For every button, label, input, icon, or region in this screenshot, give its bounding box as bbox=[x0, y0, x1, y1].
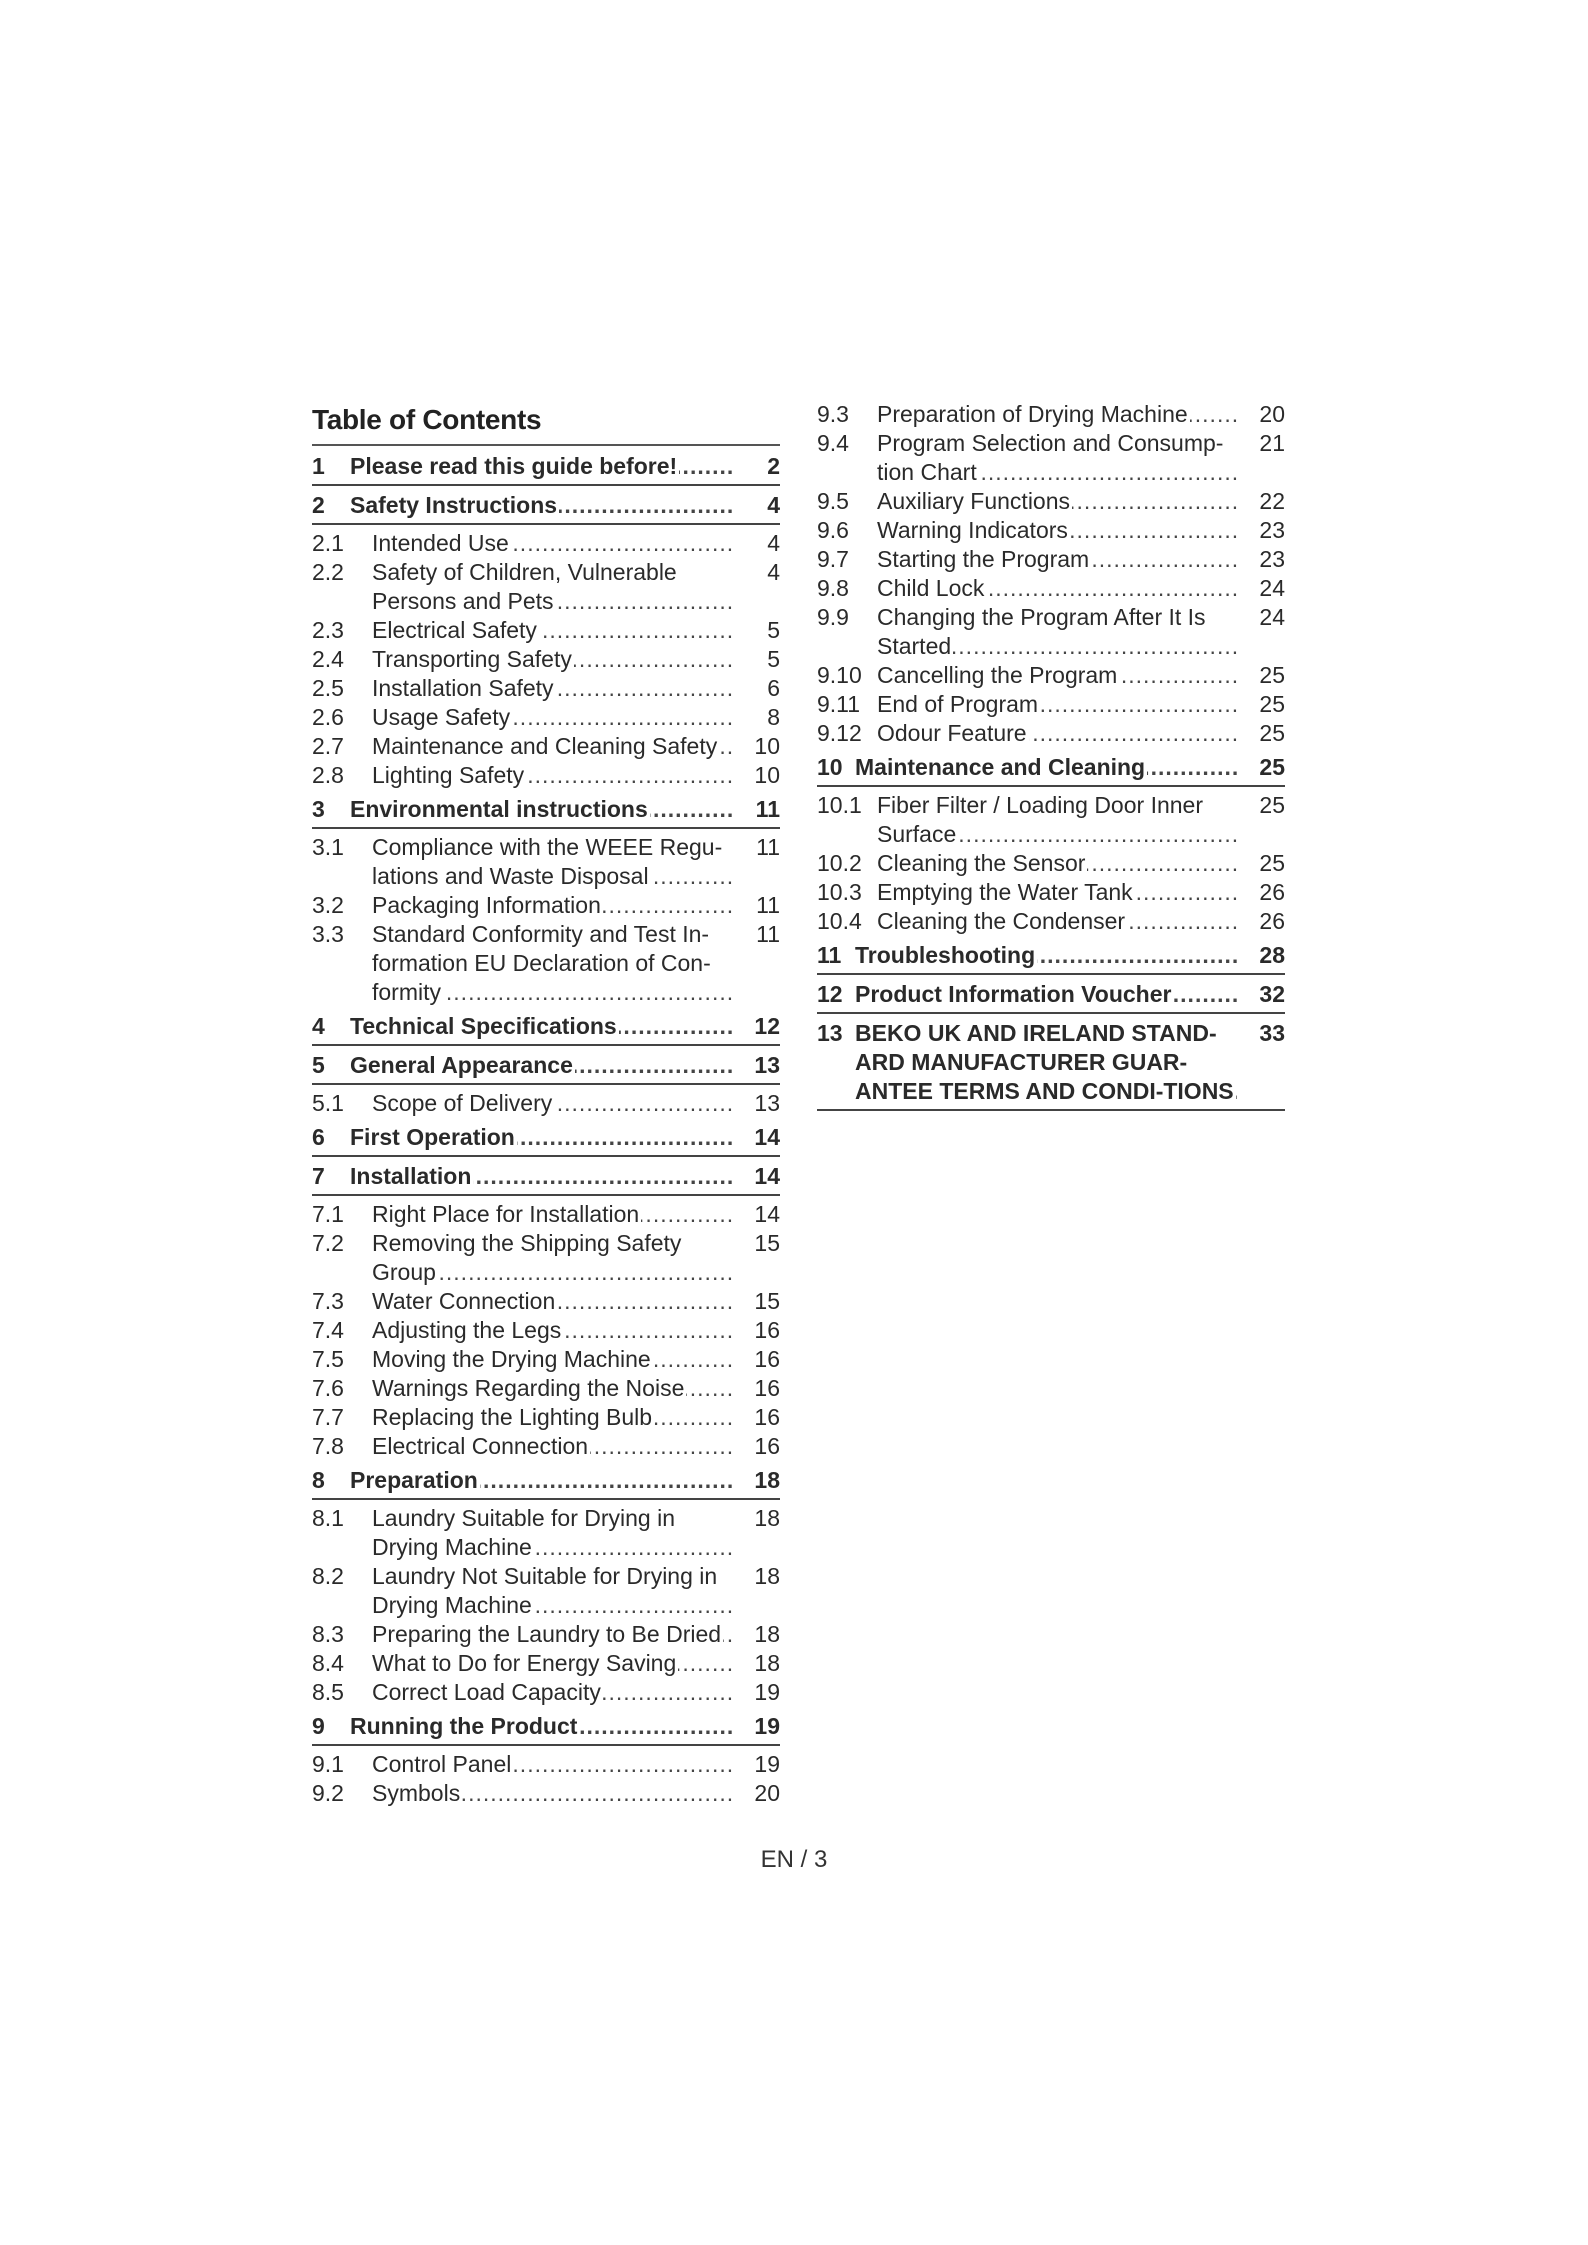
toc-entry-title: Odour Feature bbox=[877, 720, 1027, 746]
toc-entry-title: Control Panel bbox=[372, 1751, 512, 1777]
toc-entry-page: 16 bbox=[754, 1404, 780, 1430]
toc-entry-page: 15 bbox=[754, 1230, 780, 1256]
toc-entry-page: 5 bbox=[767, 646, 780, 672]
toc-entry-page: 2 bbox=[767, 453, 780, 479]
toc-entry-page: 15 bbox=[754, 1288, 780, 1314]
toc-entry-page: 4 bbox=[767, 530, 780, 556]
toc-entry-title: Changing the Program After It Is Started bbox=[877, 604, 1206, 659]
toc-section-entry[interactable] bbox=[312, 1403, 780, 1432]
toc-entry-page: 26 bbox=[1259, 879, 1285, 905]
toc-entry-page: 18 bbox=[754, 1621, 780, 1647]
toc-section-entry[interactable] bbox=[312, 674, 780, 703]
toc-chapter-entry[interactable] bbox=[312, 1712, 780, 1746]
toc-section-entry[interactable] bbox=[817, 907, 1285, 936]
toc-entry-title: Moving the Drying Machine bbox=[372, 1346, 651, 1372]
toc-entry-number: 7.1 bbox=[312, 1201, 344, 1227]
toc-list-left bbox=[312, 452, 780, 1808]
toc-chapter-entry[interactable] bbox=[817, 1019, 1285, 1111]
toc-entry-title-wrap bbox=[877, 400, 1237, 429]
toc-section-entry[interactable] bbox=[817, 690, 1285, 719]
toc-entry-page: 18 bbox=[754, 1650, 780, 1676]
toc-entry-number: 7.4 bbox=[312, 1317, 344, 1343]
toc-entry-title-wrap bbox=[372, 1649, 732, 1678]
toc-entry-number: 2.3 bbox=[312, 617, 344, 643]
toc-entry-number: 9.7 bbox=[817, 546, 849, 572]
toc-entry-page: 11 bbox=[755, 796, 780, 822]
toc-entry-number: 5.1 bbox=[312, 1090, 344, 1116]
toc-section-entry[interactable] bbox=[312, 1779, 780, 1808]
toc-section-entry[interactable] bbox=[312, 1504, 780, 1562]
toc-entry-page: 18 bbox=[754, 1505, 780, 1531]
toc-entry-number: 1 bbox=[312, 453, 325, 479]
toc-entry-title-wrap bbox=[372, 732, 732, 761]
toc-entry-page: 14 bbox=[754, 1124, 780, 1150]
toc-section-entry[interactable] bbox=[312, 1316, 780, 1345]
toc-section-entry[interactable] bbox=[312, 732, 780, 761]
toc-entry-title: Water Connection bbox=[372, 1288, 556, 1314]
toc-entry-page: 25 bbox=[1259, 720, 1285, 746]
toc-entry-title-wrap bbox=[350, 1051, 732, 1080]
toc-entry-title-wrap bbox=[372, 1432, 732, 1461]
toc-section-entry[interactable] bbox=[312, 703, 780, 732]
toc-entry-number: 7.5 bbox=[312, 1346, 344, 1372]
toc-entry-title-wrap bbox=[350, 1123, 732, 1152]
toc-entry-title: Scope of Delivery bbox=[372, 1090, 553, 1116]
toc-entry-title-wrap bbox=[372, 616, 732, 645]
toc-entry-title-wrap bbox=[855, 980, 1237, 1009]
toc-entry-title: Packaging Information bbox=[372, 892, 601, 918]
toc-entry-page: 12 bbox=[754, 1013, 780, 1039]
toc-section-entry[interactable] bbox=[312, 1345, 780, 1374]
toc-entry-title: Correct Load Capacity bbox=[372, 1679, 601, 1705]
toc-entry-number: 13 bbox=[817, 1020, 843, 1046]
toc-entry-title-wrap bbox=[855, 941, 1237, 970]
toc-section-entry[interactable] bbox=[312, 1750, 780, 1779]
toc-entry-number: 7.2 bbox=[312, 1230, 344, 1256]
toc-entry-title: Cancelling the Program bbox=[877, 662, 1118, 688]
toc-entry-page: 13 bbox=[754, 1052, 780, 1078]
toc-entry-title-wrap bbox=[372, 920, 732, 1007]
toc-entry-page: 5 bbox=[767, 617, 780, 643]
toc-entry-number: 11 bbox=[817, 942, 842, 968]
toc-entry-title: Laundry Suitable for Drying in Drying Machine bbox=[372, 1505, 675, 1560]
toc-entry-number: 7.8 bbox=[312, 1433, 344, 1459]
toc-entry-title-wrap bbox=[877, 487, 1237, 516]
toc-entry-page: 14 bbox=[754, 1163, 780, 1189]
toc-section-entry[interactable] bbox=[312, 1620, 780, 1649]
toc-entry-number: 3.3 bbox=[312, 921, 344, 947]
toc-column-left bbox=[312, 400, 780, 1808]
toc-chapter-entry[interactable] bbox=[817, 941, 1285, 975]
toc-entry-title: Installation Safety bbox=[372, 675, 554, 701]
toc-entry-page: 4 bbox=[767, 492, 780, 518]
toc-entry-title: Cleaning the Sensor bbox=[877, 850, 1086, 876]
toc-entry-page: 8 bbox=[767, 704, 780, 730]
toc-entry-page: 32 bbox=[1259, 981, 1285, 1007]
toc-section-entry[interactable] bbox=[312, 1089, 780, 1118]
toc-entry-page: 11 bbox=[756, 892, 780, 918]
toc-entry-title-wrap bbox=[372, 891, 732, 920]
toc-entry-title: Cleaning the Condenser bbox=[877, 908, 1126, 934]
toc-entry-title: Symbols bbox=[372, 1780, 461, 1806]
toc-entry-number: 12 bbox=[817, 981, 843, 1007]
toc-entry-number: 5 bbox=[312, 1052, 325, 1078]
toc-section-entry[interactable] bbox=[817, 661, 1285, 690]
toc-entry-title: Electrical Safety bbox=[372, 617, 537, 643]
toc-entry-title-wrap bbox=[350, 452, 732, 481]
toc-entry-number: 9.4 bbox=[817, 430, 849, 456]
toc-section-entry[interactable] bbox=[312, 1374, 780, 1403]
toc-entry-page: 28 bbox=[1259, 942, 1285, 968]
toc-column-right bbox=[817, 400, 1285, 1115]
toc-entry-title: BEKO UK AND IRELAND STAND-ARD MANUFACTURER GUAR-ANTEE TERMS AND CONDI-TIONS bbox=[855, 1020, 1234, 1104]
toc-entry-number: 7.7 bbox=[312, 1404, 344, 1430]
toc-entry-title: Auxiliary Functions bbox=[877, 488, 1071, 514]
toc-entry-number: 7.6 bbox=[312, 1375, 344, 1401]
toc-entry-title-wrap bbox=[877, 907, 1237, 936]
toc-entry-page: 25 bbox=[1259, 850, 1285, 876]
toc-entry-page: 25 bbox=[1259, 691, 1285, 717]
toc-entry-page: 23 bbox=[1259, 546, 1285, 572]
toc-section-entry[interactable] bbox=[817, 516, 1285, 545]
toc-section-entry[interactable] bbox=[817, 400, 1285, 429]
toc-entry-title: Child Lock bbox=[877, 575, 985, 601]
toc-entry-title: Compliance with the WEEE Regu-lations and Waste Disposal bbox=[372, 834, 723, 889]
toc-entry-title-wrap bbox=[877, 429, 1237, 487]
toc-entry-title-wrap bbox=[350, 1466, 732, 1495]
toc-entry-title-wrap bbox=[372, 1620, 732, 1649]
toc-entry-number: 4 bbox=[312, 1013, 325, 1039]
toc-entry-page: 16 bbox=[754, 1375, 780, 1401]
toc-chapter-entry[interactable] bbox=[312, 1162, 780, 1196]
toc-entry-title-wrap bbox=[372, 1200, 732, 1229]
toc-entry-title: Safety Instructions bbox=[350, 492, 558, 518]
toc-section-entry[interactable] bbox=[312, 558, 780, 616]
toc-entry-title: Warning Indicators bbox=[877, 517, 1068, 543]
toc-section-entry[interactable] bbox=[312, 891, 780, 920]
toc-entry-number: 3 bbox=[312, 796, 325, 822]
toc-entry-title: Program Selection and Consump-tion Chart bbox=[877, 430, 1224, 485]
toc-section-entry[interactable] bbox=[817, 719, 1285, 748]
toc-section-entry[interactable] bbox=[312, 1200, 780, 1229]
toc-entry-title: Product Information Voucher bbox=[855, 981, 1172, 1007]
toc-chapter-entry[interactable] bbox=[817, 980, 1285, 1014]
toc-entry-title: Usage Safety bbox=[372, 704, 511, 730]
toc-entry-number: 2.6 bbox=[312, 704, 344, 730]
toc-entry-number: 10.3 bbox=[817, 879, 862, 905]
toc-entry-number: 8.4 bbox=[312, 1650, 344, 1676]
toc-entry-page: 25 bbox=[1259, 754, 1285, 780]
toc-entry-page: 16 bbox=[754, 1346, 780, 1372]
toc-entry-title: End of Program bbox=[877, 691, 1039, 717]
toc-entry-page: 20 bbox=[1259, 401, 1285, 427]
toc-section-entry[interactable] bbox=[312, 529, 780, 558]
toc-entry-title: Starting the Program bbox=[877, 546, 1090, 572]
toc-section-entry[interactable] bbox=[312, 833, 780, 891]
toc-entry-page: 20 bbox=[754, 1780, 780, 1806]
toc-entry-number: 9.1 bbox=[312, 1751, 344, 1777]
toc-entry-number: 2.4 bbox=[312, 646, 344, 672]
toc-entry-title: Removing the Shipping Safety Group bbox=[372, 1230, 682, 1285]
toc-entry-number: 8.2 bbox=[312, 1563, 344, 1589]
toc-entry-number: 2.7 bbox=[312, 733, 344, 759]
toc-entry-title-wrap bbox=[877, 849, 1237, 878]
toc-entry-number: 7 bbox=[312, 1163, 325, 1189]
toc-entry-title-wrap bbox=[372, 1229, 732, 1287]
toc-entry-title-wrap bbox=[372, 645, 732, 674]
toc-section-entry[interactable] bbox=[817, 849, 1285, 878]
toc-entry-title-wrap bbox=[372, 1562, 732, 1620]
toc-entry-page: 11 bbox=[756, 921, 780, 947]
toc-entry-title: Troubleshooting bbox=[855, 942, 1036, 968]
toc-entry-title-wrap bbox=[372, 703, 732, 732]
toc-section-entry[interactable] bbox=[817, 878, 1285, 907]
toc-entry-number: 9.2 bbox=[312, 1780, 344, 1806]
toc-entry-number: 10.1 bbox=[817, 792, 862, 818]
toc-entry-page: 13 bbox=[754, 1090, 780, 1116]
toc-entry-title: Fiber Filter / Loading Door Inner Surface bbox=[877, 792, 1203, 847]
toc-chapter-entry[interactable] bbox=[312, 1123, 780, 1157]
toc-entry-title-wrap bbox=[372, 529, 732, 558]
toc-entry-page: 16 bbox=[754, 1317, 780, 1343]
toc-entry-number: 10 bbox=[817, 754, 843, 780]
toc-section-entry[interactable] bbox=[312, 1562, 780, 1620]
toc-entry-title-wrap bbox=[372, 1678, 732, 1707]
toc-entry-title-wrap bbox=[372, 1316, 732, 1345]
toc-entry-page: 24 bbox=[1259, 575, 1285, 601]
toc-entry-page: 25 bbox=[1259, 662, 1285, 688]
toc-section-entry[interactable] bbox=[312, 1432, 780, 1461]
toc-entry-title-wrap bbox=[855, 1019, 1237, 1106]
toc-entry-title-wrap bbox=[372, 558, 732, 616]
toc-entry-title-wrap bbox=[877, 516, 1237, 545]
toc-entry-number: 2 bbox=[312, 492, 325, 518]
toc-section-entry[interactable] bbox=[312, 1287, 780, 1316]
toc-chapter-entry[interactable] bbox=[312, 1466, 780, 1500]
toc-section-entry[interactable] bbox=[312, 616, 780, 645]
toc-entry-title: Technical Specifications bbox=[350, 1013, 617, 1039]
toc-entry-page: 6 bbox=[767, 675, 780, 701]
toc-entry-number: 9.5 bbox=[817, 488, 849, 514]
toc-entry-title: Intended Use bbox=[372, 530, 509, 556]
toc-entry-number: 3.1 bbox=[312, 834, 344, 860]
toc-entry-number: 9.3 bbox=[817, 401, 849, 427]
toc-chapter-entry[interactable] bbox=[312, 491, 780, 525]
toc-entry-title-wrap bbox=[350, 795, 732, 824]
toc-entry-number: 10.4 bbox=[817, 908, 862, 934]
toc-entry-page: 24 bbox=[1259, 604, 1285, 630]
toc-entry-title: Laundry Not Suitable for Drying in Drying Machine bbox=[372, 1563, 718, 1618]
toc-entry-title-wrap bbox=[877, 878, 1237, 907]
toc-entry-number: 8.1 bbox=[312, 1505, 344, 1531]
toc-entry-title: Replacing the Lighting Bulb bbox=[372, 1404, 653, 1430]
toc-entry-title-wrap bbox=[877, 690, 1237, 719]
toc-entry-title: General Appearance bbox=[350, 1052, 573, 1078]
toc-entry-number: 6 bbox=[312, 1124, 325, 1150]
toc-entry-title: Transporting Safety bbox=[372, 646, 572, 672]
toc-entry-title-wrap bbox=[350, 1012, 732, 1041]
toc-entry-number: 9.12 bbox=[817, 720, 862, 746]
toc-entry-title-wrap bbox=[372, 674, 732, 703]
toc-entry-title: Running the Product bbox=[350, 1713, 578, 1739]
toc-section-entry[interactable] bbox=[312, 645, 780, 674]
toc-entry-title-wrap bbox=[877, 545, 1237, 574]
toc-entry-title: Preparing the Laundry to Be Dried bbox=[372, 1621, 722, 1647]
toc-entry-number: 9.8 bbox=[817, 575, 849, 601]
toc-entry-page: 11 bbox=[756, 834, 780, 860]
toc-section-entry[interactable] bbox=[817, 429, 1285, 487]
toc-entry-title: Please read this guide before! bbox=[350, 453, 678, 479]
toc-entry-number: 7.3 bbox=[312, 1288, 344, 1314]
toc-entry-title-wrap bbox=[877, 574, 1237, 603]
toc-entry-page: 19 bbox=[754, 1713, 780, 1739]
toc-entry-title: Preparation of Drying Machine bbox=[877, 401, 1188, 427]
toc-entry-number: 9 bbox=[312, 1713, 325, 1739]
toc-entry-number: 9.10 bbox=[817, 662, 862, 688]
toc-section-entry[interactable] bbox=[312, 1229, 780, 1287]
toc-entry-page: 33 bbox=[1259, 1020, 1285, 1046]
toc-entry-title-wrap bbox=[372, 761, 732, 790]
toc-entry-title: Right Place for Installation bbox=[372, 1201, 640, 1227]
toc-entry-title-wrap bbox=[877, 661, 1237, 690]
toc-entry-title-wrap bbox=[372, 1750, 732, 1779]
toc-entry-number: 10.2 bbox=[817, 850, 862, 876]
toc-entry-title: Adjusting the Legs bbox=[372, 1317, 562, 1343]
toc-entry-page: 10 bbox=[754, 733, 780, 759]
toc-entry-number: 8.3 bbox=[312, 1621, 344, 1647]
toc-entry-title-wrap bbox=[372, 1089, 732, 1118]
toc-entry-number: 8.5 bbox=[312, 1679, 344, 1705]
toc-entry-number: 8 bbox=[312, 1467, 325, 1493]
toc-entry-title-wrap bbox=[372, 1287, 732, 1316]
toc-entry-page: 16 bbox=[754, 1433, 780, 1459]
toc-entry-title: Standard Conformity and Test In-formation EU Declaration of Con-formity bbox=[372, 921, 711, 1005]
toc-entry-title: Installation bbox=[350, 1163, 472, 1189]
toc-chapter-entry[interactable] bbox=[312, 452, 780, 486]
toc-entry-page: 22 bbox=[1259, 488, 1285, 514]
toc-section-entry[interactable] bbox=[817, 603, 1285, 661]
toc-entry-title: Maintenance and Cleaning bbox=[855, 754, 1146, 780]
toc-section-entry[interactable] bbox=[817, 545, 1285, 574]
toc-section-entry[interactable] bbox=[817, 487, 1285, 516]
toc-entry-page: 4 bbox=[767, 559, 780, 585]
toc-entry-title: Lighting Safety bbox=[372, 762, 525, 788]
toc-chapter-entry[interactable] bbox=[312, 795, 780, 829]
toc-entry-number: 3.2 bbox=[312, 892, 344, 918]
toc-list-right bbox=[817, 400, 1285, 1111]
toc-entry-title: First Operation bbox=[350, 1124, 515, 1150]
toc-entry-title-wrap bbox=[350, 491, 732, 520]
toc-entry-page: 23 bbox=[1259, 517, 1285, 543]
toc-entry-title: Electrical Connection bbox=[372, 1433, 589, 1459]
toc-section-entry[interactable] bbox=[817, 791, 1285, 849]
toc-section-entry[interactable] bbox=[312, 761, 780, 790]
toc-entry-number: 9.11 bbox=[817, 691, 861, 717]
toc-entry-page: 14 bbox=[754, 1201, 780, 1227]
toc-entry-title-wrap bbox=[372, 1403, 732, 1432]
toc-entry-number: 2.8 bbox=[312, 762, 344, 788]
toc-entry-page: 19 bbox=[754, 1679, 780, 1705]
toc-chapter-entry[interactable] bbox=[312, 1012, 780, 1046]
toc-entry-title: Warnings Regarding the Noise bbox=[372, 1375, 685, 1401]
toc-entry-title: Maintenance and Cleaning Safety bbox=[372, 733, 718, 759]
toc-section-entry[interactable] bbox=[817, 574, 1285, 603]
toc-entry-number: 2.2 bbox=[312, 559, 344, 585]
toc-entry-title: What to Do for Energy Saving bbox=[372, 1650, 677, 1676]
toc-entry-page: 21 bbox=[1259, 430, 1285, 456]
toc-entry-title-wrap bbox=[877, 791, 1237, 849]
toc-entry-number: 2.5 bbox=[312, 675, 344, 701]
toc-entry-title-wrap bbox=[877, 603, 1237, 661]
toc-entry-title: Emptying the Water Tank bbox=[877, 879, 1133, 905]
toc-entry-title-wrap bbox=[372, 1345, 732, 1374]
toc-entry-title-wrap bbox=[350, 1162, 732, 1191]
toc-entry-page: 18 bbox=[754, 1467, 780, 1493]
toc-entry-title-wrap bbox=[350, 1712, 732, 1741]
toc-entry-page: 10 bbox=[754, 762, 780, 788]
toc-heading: Table of Contents bbox=[312, 400, 780, 446]
toc-entry-title-wrap bbox=[855, 753, 1237, 782]
toc-entry-title: Safety of Children, Vulnerable Persons and Pets bbox=[372, 559, 677, 614]
page-number: EN / 3 bbox=[760, 1846, 828, 1873]
toc-section-entry[interactable] bbox=[312, 1678, 780, 1707]
toc-section-entry[interactable] bbox=[312, 920, 780, 1007]
toc-entry-title: Environmental instructions bbox=[350, 796, 648, 822]
toc-entry-number: 2.1 bbox=[312, 530, 344, 556]
toc-entry-title-wrap bbox=[877, 719, 1237, 748]
toc-entry-number: 9.9 bbox=[817, 604, 849, 630]
toc-entry-page: 25 bbox=[1259, 792, 1285, 818]
toc-chapter-entry[interactable] bbox=[817, 753, 1285, 787]
toc-entry-title: Preparation bbox=[350, 1467, 478, 1493]
toc-entry-page: 19 bbox=[754, 1751, 780, 1777]
toc-entry-page: 18 bbox=[754, 1563, 780, 1589]
toc-entry-title-wrap bbox=[372, 833, 732, 891]
toc-entry-title-wrap bbox=[372, 1504, 732, 1562]
toc-entry-number: 9.6 bbox=[817, 517, 849, 543]
toc-entry-title-wrap bbox=[372, 1374, 732, 1403]
toc-entry-title-wrap bbox=[372, 1779, 732, 1808]
toc-section-entry[interactable] bbox=[312, 1649, 780, 1678]
toc-chapter-entry[interactable] bbox=[312, 1051, 780, 1085]
toc-entry-page: 26 bbox=[1259, 908, 1285, 934]
